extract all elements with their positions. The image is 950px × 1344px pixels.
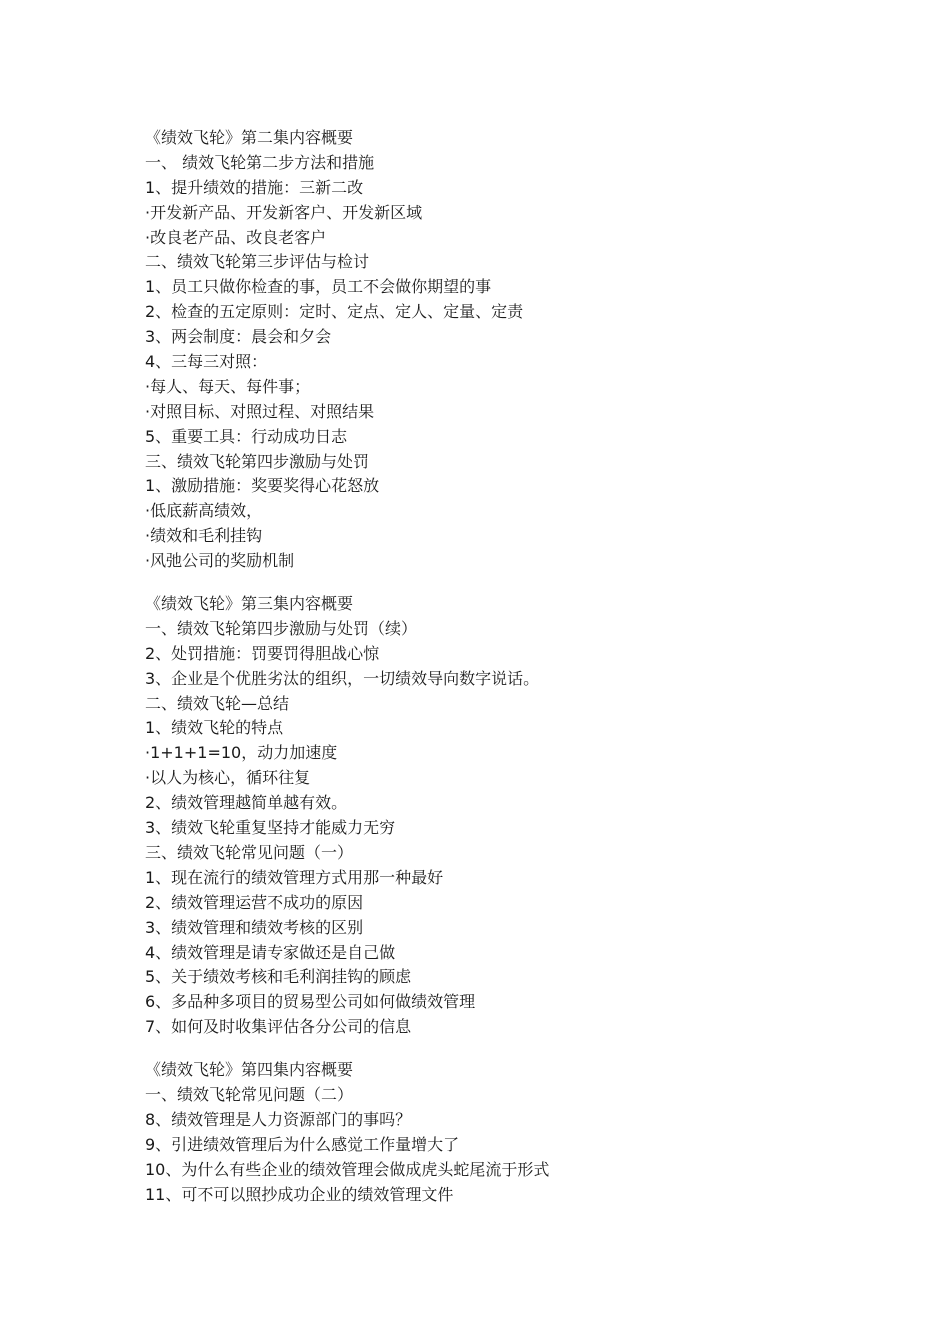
- text-line: 一、绩效飞轮第四步激励与处罚（续）: [145, 618, 418, 638]
- text-line: 3、绩效飞轮重复坚持才能威力无穷: [145, 818, 396, 838]
- text-line: 9、引进绩效管理后为什么感觉工作量增大了: [145, 1134, 460, 1154]
- text-line: 2、处罚措施：罚要罚得胆战心惊: [145, 643, 380, 663]
- text-line: 三、绩效飞轮第四步激励与处罚: [145, 451, 370, 471]
- text-line: 1、绩效飞轮的特点: [145, 718, 284, 738]
- text-line: 1、员工只做你检查的事，员工不会做你期望的事: [145, 277, 492, 297]
- section-1: [145, 126, 905, 574]
- text-line: 1、现在流行的绩效管理方式用那一种最好: [145, 867, 444, 887]
- document-body: [145, 126, 905, 1207]
- text-line: ·对照目标、对照过程、对照结果: [145, 401, 375, 421]
- section-title: 《绩效飞轮》第三集内容概要: [145, 594, 354, 614]
- text-line: ·以人为核心，循环往复: [145, 768, 311, 788]
- text-line: ·开发新产品、开发新客户、开发新区域: [145, 202, 423, 222]
- text-line: 10、为什么有些企业的绩效管理会做成虎头蛇尾流于形式: [145, 1159, 550, 1179]
- text-line: ·改良老产品、改良老客户: [145, 227, 327, 247]
- text-line: 8、绩效管理是人力资源部门的事吗？: [145, 1109, 412, 1129]
- text-line: 6、多品种多项目的贸易型公司如何做绩效管理: [145, 992, 476, 1012]
- text-line: ·1+1+1=10，动力加速度: [145, 743, 338, 763]
- text-line: ·低底薪高绩效，: [145, 501, 263, 521]
- text-line: 7、如何及时收集评估各分公司的信息: [145, 1017, 412, 1037]
- text-line: 2、绩效管理运营不成功的原因: [145, 892, 364, 912]
- text-line: ·绩效和毛利挂钩: [145, 526, 263, 546]
- text-line: 4、绩效管理是请专家做还是自己做: [145, 942, 396, 962]
- text-line: 11、可不可以照抄成功企业的绩效管理文件: [145, 1184, 454, 1204]
- text-line: 4、三每三对照：: [145, 352, 268, 372]
- text-line: 3、两会制度：晨会和夕会: [145, 327, 332, 347]
- text-line: ·每人、每天、每件事；: [145, 376, 311, 396]
- text-line: 1、提升绩效的措施：三新二改: [145, 177, 364, 197]
- text-line: 三、绩效飞轮常见问题（一）: [145, 842, 354, 862]
- text-line: 1、激励措施：奖要奖得心花怒放: [145, 476, 380, 496]
- section-2: [145, 592, 905, 1040]
- text-line: 3、企业是个优胜劣汰的组织，一切绩效导向数字说话。: [145, 668, 540, 688]
- section-title: 《绩效飞轮》第四集内容概要: [145, 1060, 354, 1080]
- text-line: 3、绩效管理和绩效考核的区别: [145, 917, 364, 937]
- text-line: 一、 绩效飞轮第二步方法和措施: [145, 152, 375, 172]
- text-line: 二、绩效飞轮—总结: [145, 693, 290, 713]
- text-line: 5、重要工具：行动成功日志: [145, 426, 348, 446]
- section-title: 《绩效飞轮》第二集内容概要: [145, 128, 354, 147]
- text-line: 2、绩效管理越简单越有效。: [145, 793, 348, 813]
- text-line: ·风弛公司的奖励机制: [145, 551, 295, 571]
- text-line: 一、绩效飞轮常见问题（二）: [145, 1084, 354, 1104]
- text-line: 2、检查的五定原则：定时、定点、定人、定量、定责: [145, 302, 524, 322]
- text-line: 二、绩效飞轮第三步评估与检讨: [145, 252, 370, 272]
- text-line: 5、关于绩效考核和毛利润挂钩的顾虑: [145, 967, 412, 987]
- section-3: [145, 1058, 905, 1207]
